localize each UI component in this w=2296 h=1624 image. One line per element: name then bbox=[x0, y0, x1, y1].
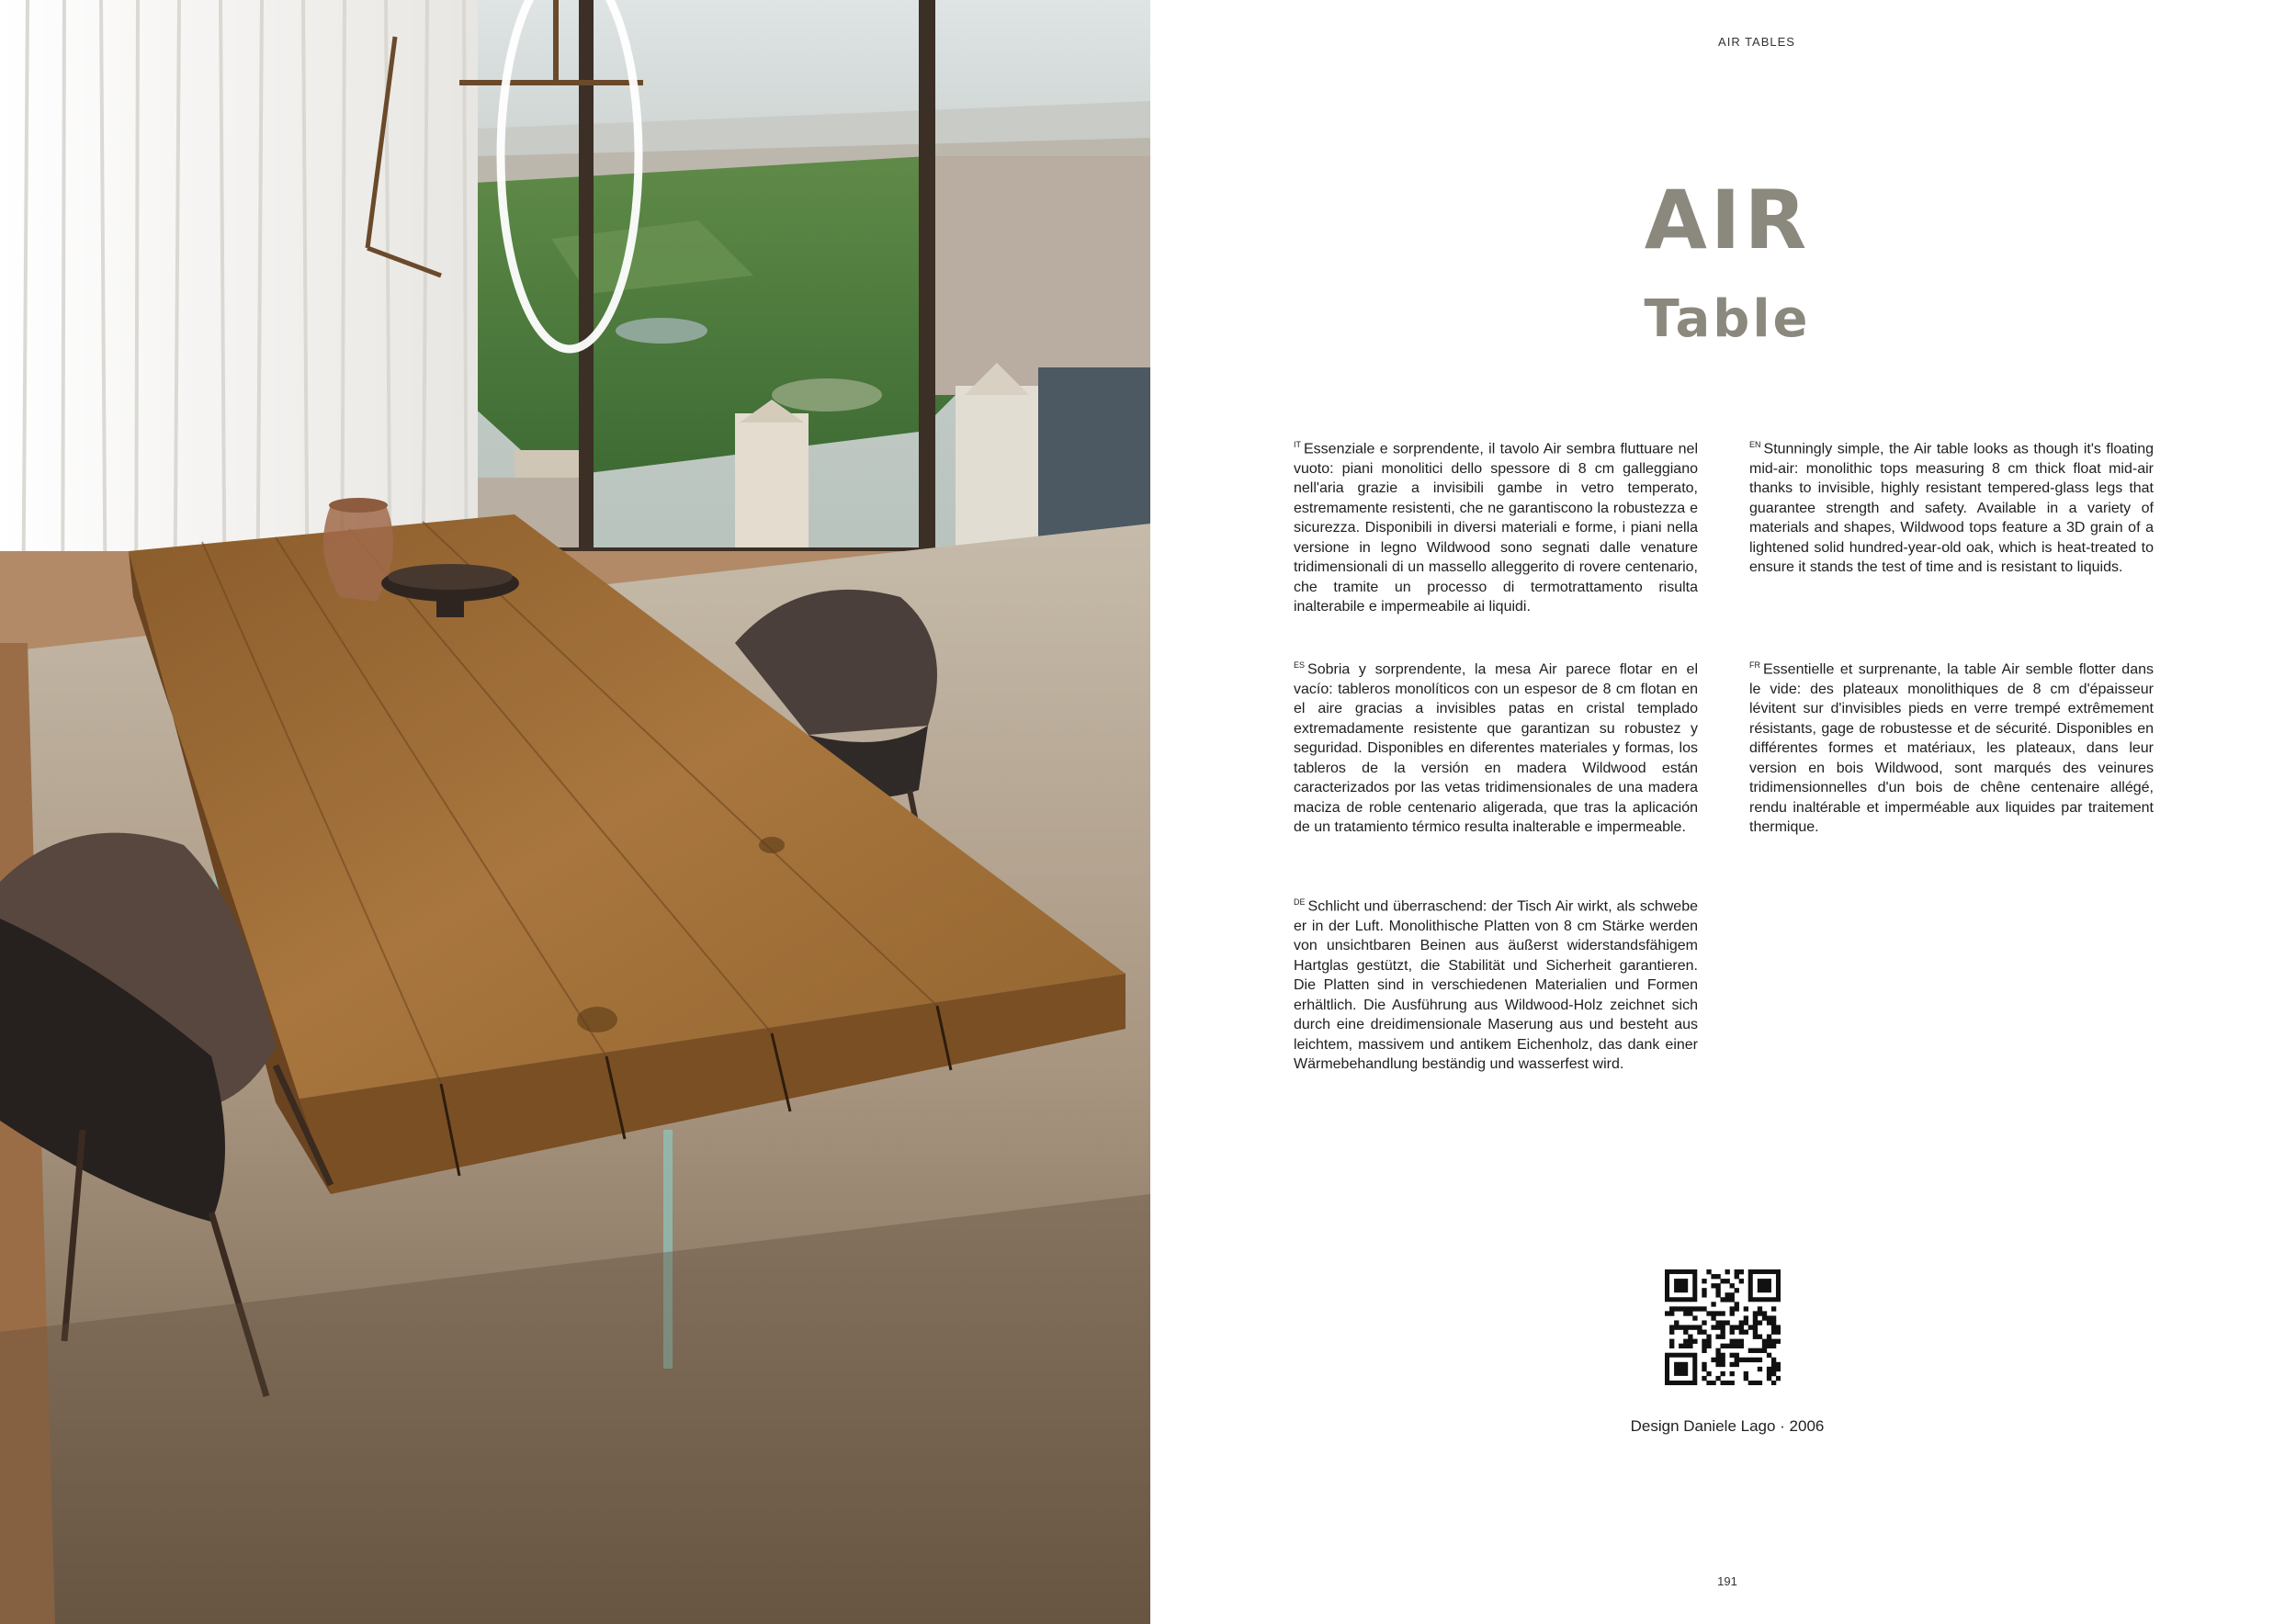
description-en bbox=[1749, 435, 2154, 578]
description-it-text: Essenziale e sorprendente, il tavolo Air sembra fluttuare nel vuoto: piani monolitici dello spessore di 8 cm galleggiano nell'aria grazie a invisibili gambe in vetro temperato, estremamente resistenti, che ne garantiscono la robustezza e sicurezza. Disponibili in diversi materiali e forme, i piani nella versione in legno Wildwood sono segnati dalle venature tridimensionali di un massello alleggerito di rovere centenario, che tramite un processo di termotrattamento risulta inalterabile e impermeabile ai liquidi. bbox=[1294, 441, 1698, 615]
product-title: AIR bbox=[1644, 173, 1811, 267]
qr-code-graphic bbox=[1665, 1269, 1781, 1385]
product-subtitle: Table bbox=[1644, 289, 1811, 349]
page-number: 191 bbox=[1717, 1574, 1737, 1588]
design-credit: Design Daniele Lago · 2006 bbox=[1630, 1417, 1825, 1435]
section-label: AIR TABLES bbox=[1718, 35, 1795, 49]
lang-tag-fr: FR bbox=[1749, 660, 1760, 670]
description-es bbox=[1294, 656, 1698, 838]
description-de bbox=[1294, 893, 1698, 1075]
lang-tag-es: ES bbox=[1294, 660, 1306, 670]
description-de-text: Schlicht und überraschend: der Tisch Air wirkt, als schwebe er in der Luft. Monolithische Platten von 8 cm Stärke werden von unsichtbaren Beinen aus äußerst widerstandsfähigem Hartglas gestützt, die Stabilität und Sicherheit garantieren. Die Platten sind in verschiedenen Materialien und Formen erhältlich. Die Ausführung aus Wildwood-Holz zeichnet sich durch eine dreidimensionale Maserung aus und besteht aus leichtem, massivem und antikem Eichenholz, das dank einer Wärmebehandlung beständig und wasserfest wird. bbox=[1294, 898, 1698, 1073]
description-fr-text: Essentielle et surprenante, la table Air semble flotter dans le vide: des plateaux monolithiques de 8 cm d'épaisseur lévitent sur d'invisibles pieds en verre trempé extrêmement résistants, gage de robustesse et de sécurité. Disponibles en différentes formes et matériaux, les plateaux, dans leur version en bois Wildwood, sont marqués des veinures tridimensionnelles d'un bois de chêne centenaire allégé, rendu inaltérable et imperméable aux liquides par traitement thermique. bbox=[1749, 661, 2154, 836]
description-es-text: Sobria y sorprendente, la mesa Air parece flotar en el vacío: tableros monolíticos con un espesor de 8 cm flotan en el aire gracias a invisibles patas en cristal templado extremadamente resistente que garantizan su robustez y seguridad. Disponibles en diferentes materiales y formas, los tableros de la versión en madera Wildwood están caracterizados por las vetas tridimensionales de una madera maciza de roble centenario aligerada, que tras la aplicación de un tratamiento térmico resulta inalterable e impermeable. bbox=[1294, 661, 1698, 836]
qr-code-icon[interactable] bbox=[1665, 1269, 1781, 1385]
lang-tag-de: DE bbox=[1294, 897, 1306, 907]
description-en-text: Stunningly simple, the Air table looks as though it's floating mid-air: monolithic tops measuring 8 cm thick float mid-air thanks to invisible, highly resistant tempered-glass legs that guarantee strength and safety. Available in a variety of materials and shapes, Wildwood tops feature a 3D grain of a lightened solid hundred-year-old oak, which is heat-treated to ensure it stands the test of time and is resistant to liquids. bbox=[1749, 441, 2154, 576]
lang-tag-it: IT bbox=[1294, 440, 1301, 449]
lang-tag-en: EN bbox=[1749, 440, 1761, 449]
description-fr bbox=[1749, 656, 2154, 838]
description-it bbox=[1294, 435, 1698, 617]
